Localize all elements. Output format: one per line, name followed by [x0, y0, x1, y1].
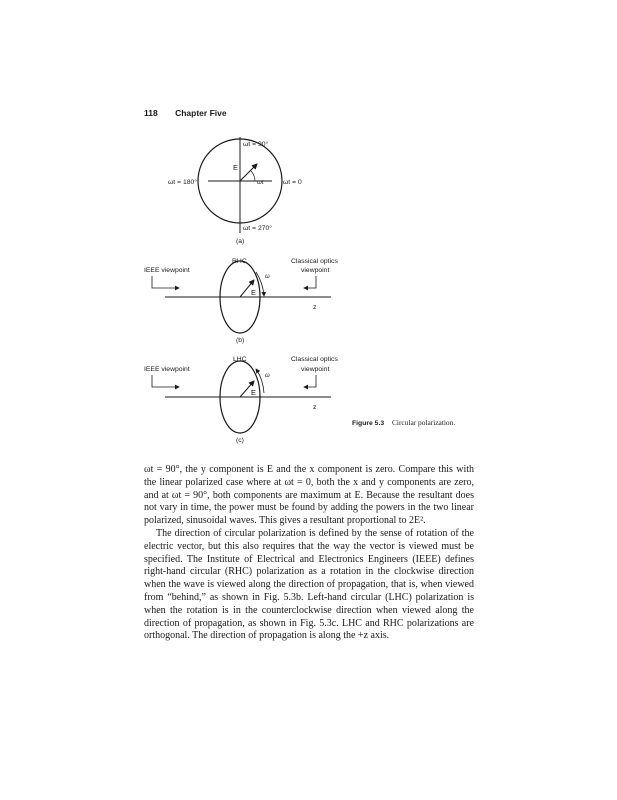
label-omega-t: ωt [257, 179, 264, 186]
title-lhc: LHC [233, 356, 247, 363]
label-180: ωt = 180° [168, 179, 197, 186]
angle-arc-a [251, 171, 255, 181]
paragraph-2: The direction of circular polarization is defined by the sense of rotation of the electric vector, but this also requires that the way the vector is viewed must be specified. The Institute of Electrical and Electronics Engineers (IEEE) defines right-hand circular (RHC) polarization as a rotation in the clockwise direction when the wave is viewed along the direction of propagation, that is, when viewed from “behind,” as shown in Fig. 5.3b. Left-hand circular (LHC) polarization is when the rotation is in the counterclockwise direction when viewed along the direction of propagation, as shown in Fig. 5.3c. LHC and RHC polarizations are orthogonal. The direction of propagation is along the +z axis. [144, 527, 474, 642]
omega-c: ω [265, 372, 270, 379]
label-e-b: E [251, 288, 257, 297]
label-0: ωt = 0 [283, 179, 302, 186]
classical-label-c-2: viewpoint [301, 366, 330, 373]
caption-a: (a) [236, 238, 245, 245]
caption-c: (c) [236, 437, 244, 444]
classical-arrow-c [304, 375, 316, 387]
figure-caption-text: Circular polarization. [391, 418, 456, 427]
ieee-arrow-b [152, 276, 179, 288]
label-270: ωt = 270° [243, 225, 272, 232]
page-number: 118 [144, 108, 158, 118]
z-label-c: z [313, 404, 317, 411]
ieee-label-c: IEEE viewpoint [144, 366, 190, 373]
label-e-a: E [233, 163, 239, 172]
figure-a [168, 137, 302, 245]
z-label-b: z [313, 304, 317, 311]
label-e-c: E [251, 388, 257, 397]
ieee-label-b: IEEE viewpoint [144, 267, 190, 274]
classical-label-b-1: Classical optics [291, 258, 338, 265]
classical-label-b-2: viewpoint [301, 267, 330, 274]
classical-label-c-1: Classical optics [291, 356, 338, 363]
title-rhc: RHC [232, 258, 247, 265]
classical-arrow-b [304, 276, 316, 288]
figure-c [144, 356, 338, 444]
figure-caption [352, 418, 455, 427]
ieee-arrow-c [152, 375, 179, 387]
chapter-title: Chapter Five [175, 108, 227, 118]
caption-b: (b) [236, 337, 245, 344]
figure-caption-label: Figure 5.3 [352, 420, 385, 427]
label-90: ωt = 90° [243, 141, 269, 148]
paragraph-1: ωt = 90°, the y component is E and the x component is zero. Compare this with the linear polarized case where at ωt = 0, both the x and y components are zero, and at ωt = 90°, both components are maximum at E. Because the resultant does not vary in time, the power must be found by adding the powers in the two linear polarized, sinusoidal waves. This gives a resultant proportional to 2E². [144, 464, 474, 527]
omega-b: ω [265, 273, 270, 280]
body-text [144, 464, 474, 643]
figure-b [144, 258, 338, 344]
